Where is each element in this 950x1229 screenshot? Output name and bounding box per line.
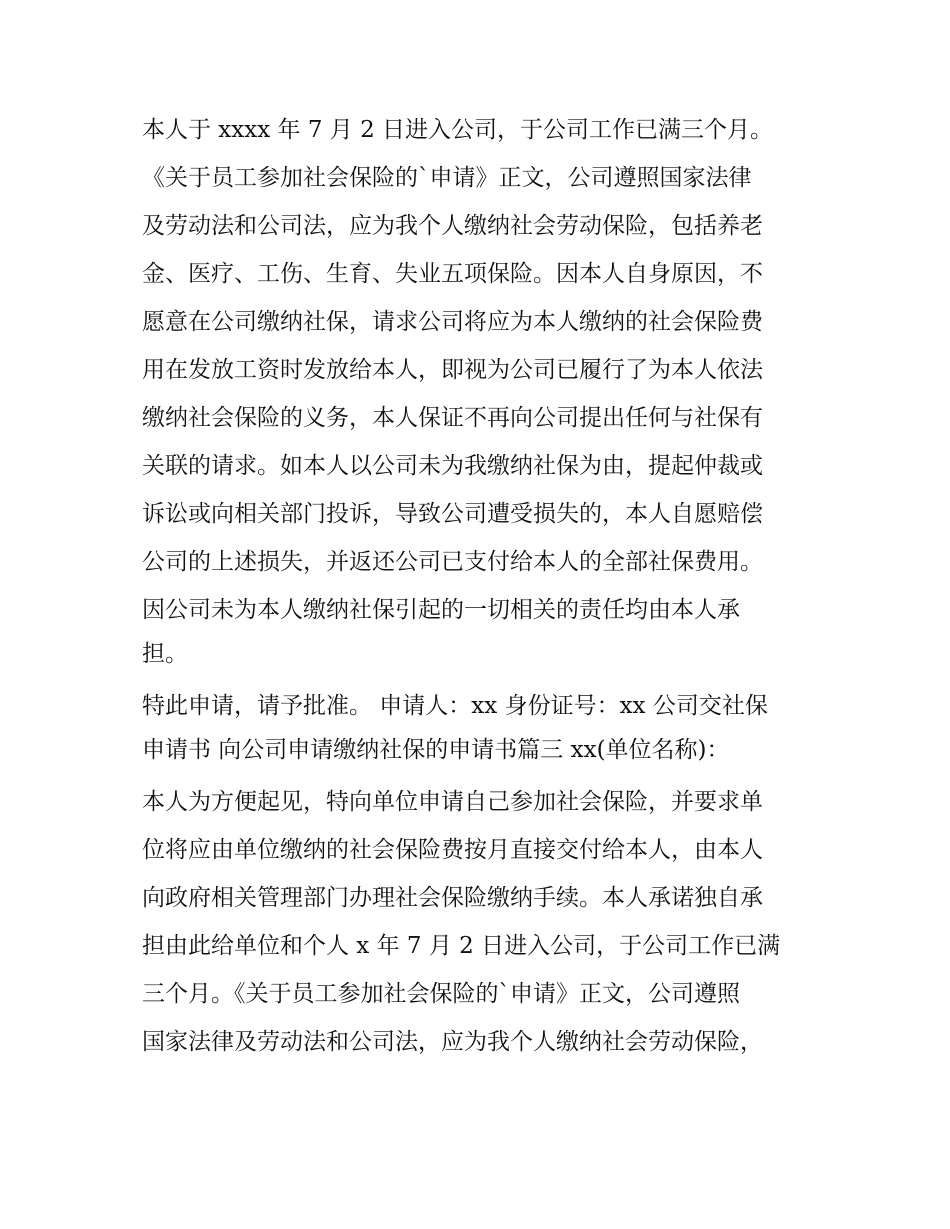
document-body xyxy=(142,106,832,1066)
text-line: 位将应由单位缴纳的社会保险费按月直接交付给本人，由本人 xyxy=(142,837,763,863)
text-line: 及劳动法和公司法，应为我个人缴纳社会劳动保险，包括养老 xyxy=(142,213,763,239)
text-line: 公司的上述损失，并返还公司已支付给本人的全部社保费用。 xyxy=(142,549,763,575)
text-line: 本人为方便起见，特向单位申请自己参加社会保险，并要求单 xyxy=(142,789,763,815)
text-line: 用在发放工资时发放给本人，即视为公司已履行了为本人依法 xyxy=(142,357,763,383)
text-line: 向政府相关管理部门办理社会保险缴纳手续。本人承诺独自承 xyxy=(142,885,763,911)
text-line: 缴纳社会保险的义务，本人保证不再向公司提出任何与社保有 xyxy=(142,405,763,431)
text-line: 本人于 xxxx 年 7 月 2 日进入公司，于公司工作已满三个月。 xyxy=(142,117,774,143)
text-line: 金、医疗、工伤、生育、失业五项保险。因本人自身原因，不 xyxy=(142,261,763,287)
text-line: 诉讼或向相关部门投诉，导致公司遭受损失的，本人自愿赔偿 xyxy=(142,501,763,527)
text-line: 愿意在公司缴纳社保，请求公司将应为本人缴纳的社会保险费 xyxy=(142,309,763,335)
text-line: 担由此给单位和个人 x 年 7 月 2 日进入公司，于公司工作已满 xyxy=(142,933,781,959)
text-line: 关联的请求。如本人以公司未为我缴纳社保为由，提起仲裁或 xyxy=(142,453,763,479)
text-line: 特此申请，请予批准。 申请人：xx 身份证号：xx 公司交社保 xyxy=(142,693,768,719)
text-line: 申请书 向公司申请缴纳社保的申请书篇三 xx(单位名称)： xyxy=(142,737,730,763)
text-line: 三个月。《关于员工参加社会保险的`申请》正文，公司遵照 xyxy=(142,981,740,1007)
text-line: 因公司未为本人缴纳社保引起的一切相关的责任均由本人承 xyxy=(142,597,740,623)
text-line: 担。 xyxy=(142,641,188,667)
text-line: 国家法律及劳动法和公司法，应为我个人缴纳社会劳动保险， xyxy=(142,1029,763,1055)
text-line: 《关于员工参加社会保险的`申请》正文，公司遵照国家法律 xyxy=(142,165,752,191)
